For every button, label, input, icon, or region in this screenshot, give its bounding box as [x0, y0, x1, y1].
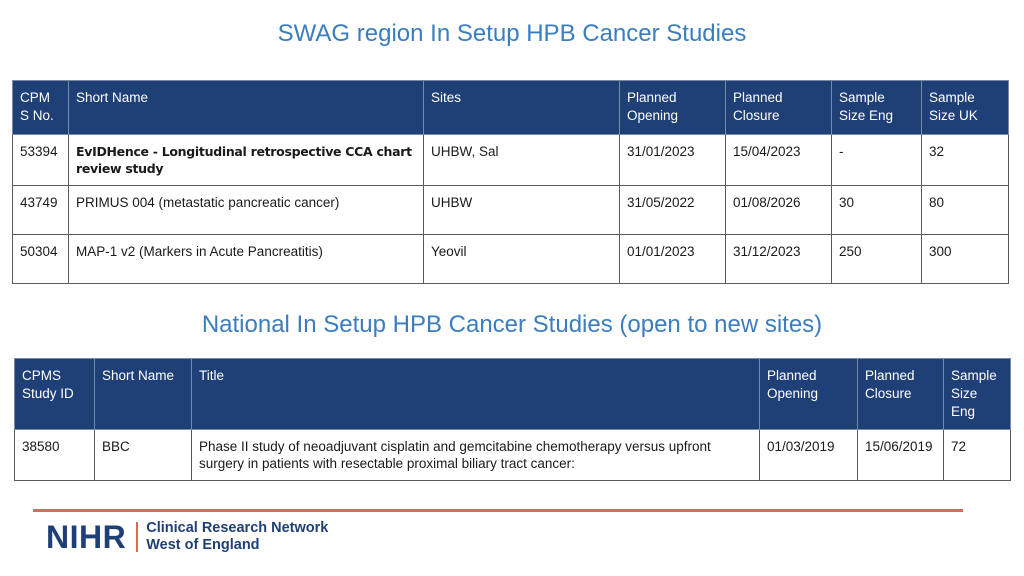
cell-sample-size-eng: -	[832, 135, 922, 186]
cell-sites: UHBW	[424, 186, 620, 235]
network-line-2: West of England	[146, 537, 260, 553]
table-row	[13, 235, 1009, 284]
cell-cpms-study-id: 38580	[15, 430, 95, 481]
table-row	[13, 135, 1009, 186]
section1-title: SWAG region In Setup HPB Cancer Studies	[277, 20, 747, 47]
table-row	[15, 430, 1011, 481]
cell-sample-size-uk: 80	[922, 186, 1009, 235]
cell-planned-closure: 01/08/2026	[726, 186, 832, 235]
nihr-logo-text: NIHR	[46, 519, 127, 555]
cell-cpms-no: 50304	[13, 235, 69, 284]
col-header-planned-closure: Planned Closure	[858, 359, 944, 430]
cell-short-name: PRIMUS 004 (metastatic pancreatic cancer)	[69, 186, 424, 235]
cell-short-name: MAP-1 v2 (Markers in Acute Pancreatitis)	[69, 235, 424, 284]
col-header-sample-size-uk: Sample Size UK	[922, 81, 1009, 135]
col-header-sample-size-eng: Sample Size Eng	[944, 359, 1011, 430]
col-header-sites: Sites	[424, 81, 620, 135]
cell-planned-opening: 31/01/2023	[620, 135, 726, 186]
cell-planned-closure: 31/12/2023	[726, 235, 832, 284]
col-header-planned-opening: Planned Opening	[760, 359, 858, 430]
cell-planned-opening: 31/05/2022	[620, 186, 726, 235]
logo-divider	[136, 522, 138, 552]
col-header-planned-opening: Planned Opening	[620, 81, 726, 135]
national-studies-table	[14, 358, 1011, 481]
cell-cpms-no: 53394	[13, 135, 69, 186]
cell-sample-size-eng: 30	[832, 186, 922, 235]
cell-title: Phase II study of neoadjuvant cisplatin and gemcitabine chemotherapy versus upfront surgery in patients with resectable proximal biliary tract cancer:	[192, 430, 760, 481]
swag-studies-table	[12, 80, 1009, 284]
col-header-short-name: Short Name	[95, 359, 192, 430]
col-header-title: Title	[192, 359, 760, 430]
col-header-planned-closure: Planned Closure	[726, 81, 832, 135]
table-row	[13, 186, 1009, 235]
cell-sample-size-uk: 300	[922, 235, 1009, 284]
cell-sites: Yeovil	[424, 235, 620, 284]
cell-sample-size-eng: 72	[944, 430, 1011, 481]
cell-sample-size-eng: 250	[832, 235, 922, 284]
network-name	[146, 520, 328, 554]
cell-short-name	[69, 135, 424, 186]
network-line-1: Clinical Research Network	[146, 520, 329, 536]
cell-short-name: BBC	[95, 430, 192, 481]
footer-divider	[33, 509, 963, 512]
table-header-row	[13, 81, 1009, 135]
cell-sample-size-uk: 32	[922, 135, 1009, 186]
cell-planned-closure: 15/06/2019	[858, 430, 944, 481]
cell-cpms-no: 43749	[13, 186, 69, 235]
col-header-cpms-study-id: CPMS Study ID	[15, 359, 95, 430]
col-header-short-name: Short Name	[69, 81, 424, 135]
col-header-sample-size-eng: Sample Size Eng	[832, 81, 922, 135]
cell-planned-opening: 01/01/2023	[620, 235, 726, 284]
col-header-cpms-no: CPM S No.	[13, 81, 69, 135]
nihr-crn-logo	[46, 519, 328, 555]
section2-title: National In Setup HPB Cancer Studies (open to new sites)	[201, 311, 823, 338]
table-header-row	[15, 359, 1011, 430]
cell-sites: UHBW, Sal	[424, 135, 620, 186]
cell-planned-closure: 15/04/2023	[726, 135, 832, 186]
short-name-text: EvIDHence - Longitudinal retrospective CCA chart review study	[76, 144, 412, 176]
cell-planned-opening: 01/03/2019	[760, 430, 858, 481]
